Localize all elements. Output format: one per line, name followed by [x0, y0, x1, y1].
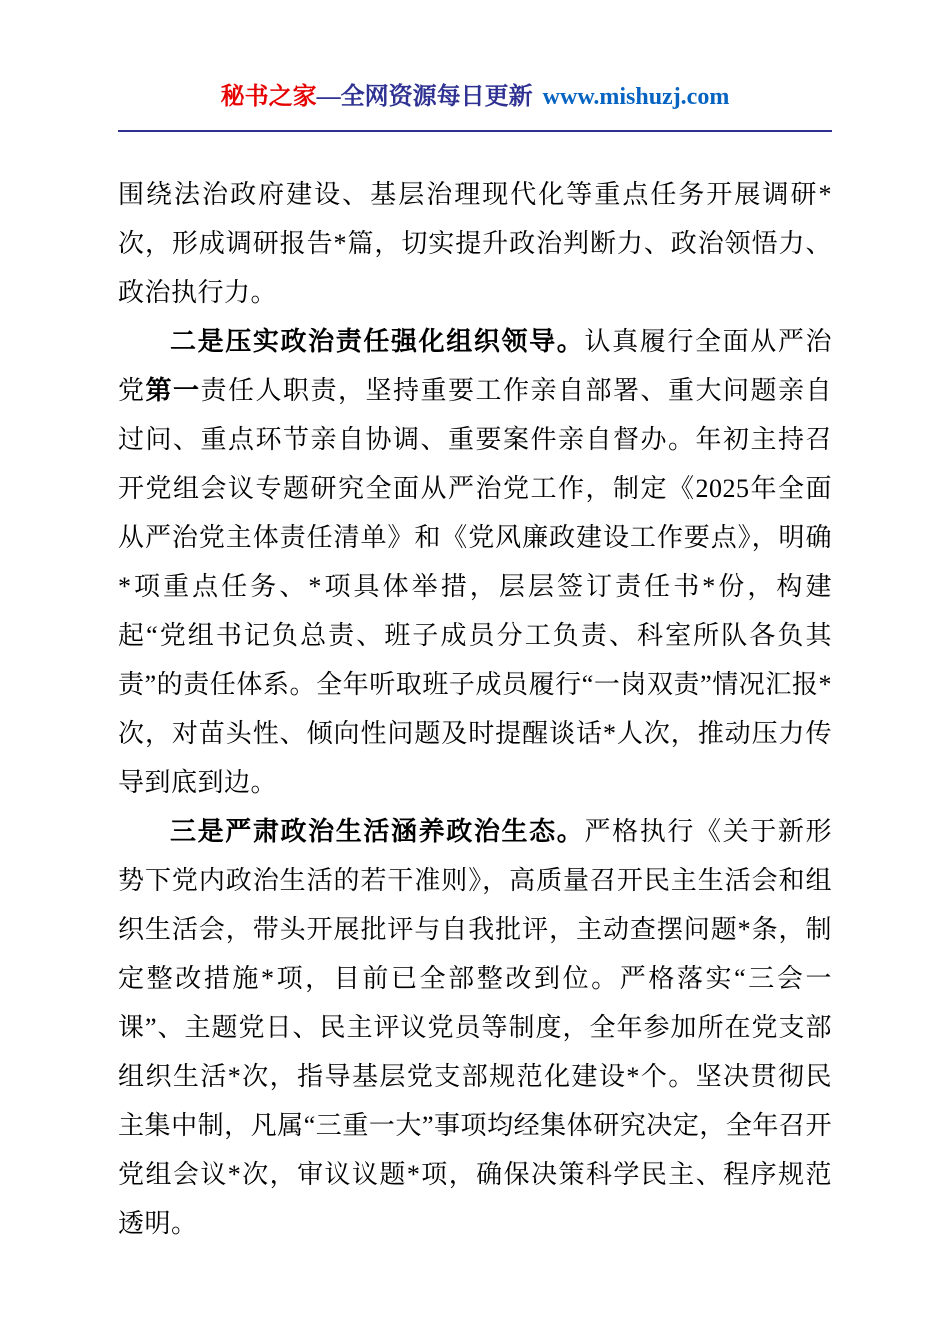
text-segment: 责任人职责，坚持重要工作亲自部署、重大问题亲自过问、重点环节亲自协调、重要案件亲自督办。年初主持召开党组会议专题研究全面从严治党工作，制定《2025年全面从严治党主体责任清单》和《党风廉政建设工作要点》，明确*项重点任务、*项具体举措，层层签订责任书*份，构建起“党组书记负总责、班子成员分工负责、科室所队各负其责”的责任体系。全年听取班子成员履行“一岗双责”情况汇报*次，对苗头性、倾向性问题及时提醒谈话*人次，推动压力传导到底到边。 [118, 376, 832, 797]
text-segment: 围绕法治政府建设、基层治理现代化等重点任务开展调研*次，形成调研报告*篇，切实提升政治判断力、政治领悟力、政治执行力。 [118, 180, 832, 307]
bold-text-segment: 二是压实政治责任强化组织领导。 [170, 327, 585, 356]
text-segment: 认真履行全面从严治党 [118, 327, 832, 405]
page-header [118, 0, 832, 114]
paragraph [118, 317, 832, 807]
site-tagline: —全网资源每日更新 [316, 84, 533, 110]
site-name: 秘书之家 [220, 84, 317, 110]
text-segment: 严格执行《关于新形势下党内政治生活的若干准则》，高质量召开民主生活会和组织生活会，带头开展批评与自我批评，主动查摆问题*条，制定整改措施*项，目前已全部整改到位。严格落实“三会一课”、主题党日、民主评议党员等制度，全年参加所在党支部组织生活*次，指导基层党支部规范化建设*个。坚决贯彻民主集中制，凡属“三重一大”事项均经集体研究决定，全年召开党组会议*次，审议议题*项，确保决策科学民主、程序规范透明。 [118, 817, 832, 1238]
paragraph [118, 170, 832, 317]
site-url: www.mishuzj.com [542, 84, 730, 110]
bold-text-segment: 三是严肃政治生活涵养政治生态。 [170, 817, 585, 846]
paragraph [118, 807, 832, 1248]
bold-text-segment: 第一 [145, 376, 201, 405]
document-body [118, 132, 832, 1248]
